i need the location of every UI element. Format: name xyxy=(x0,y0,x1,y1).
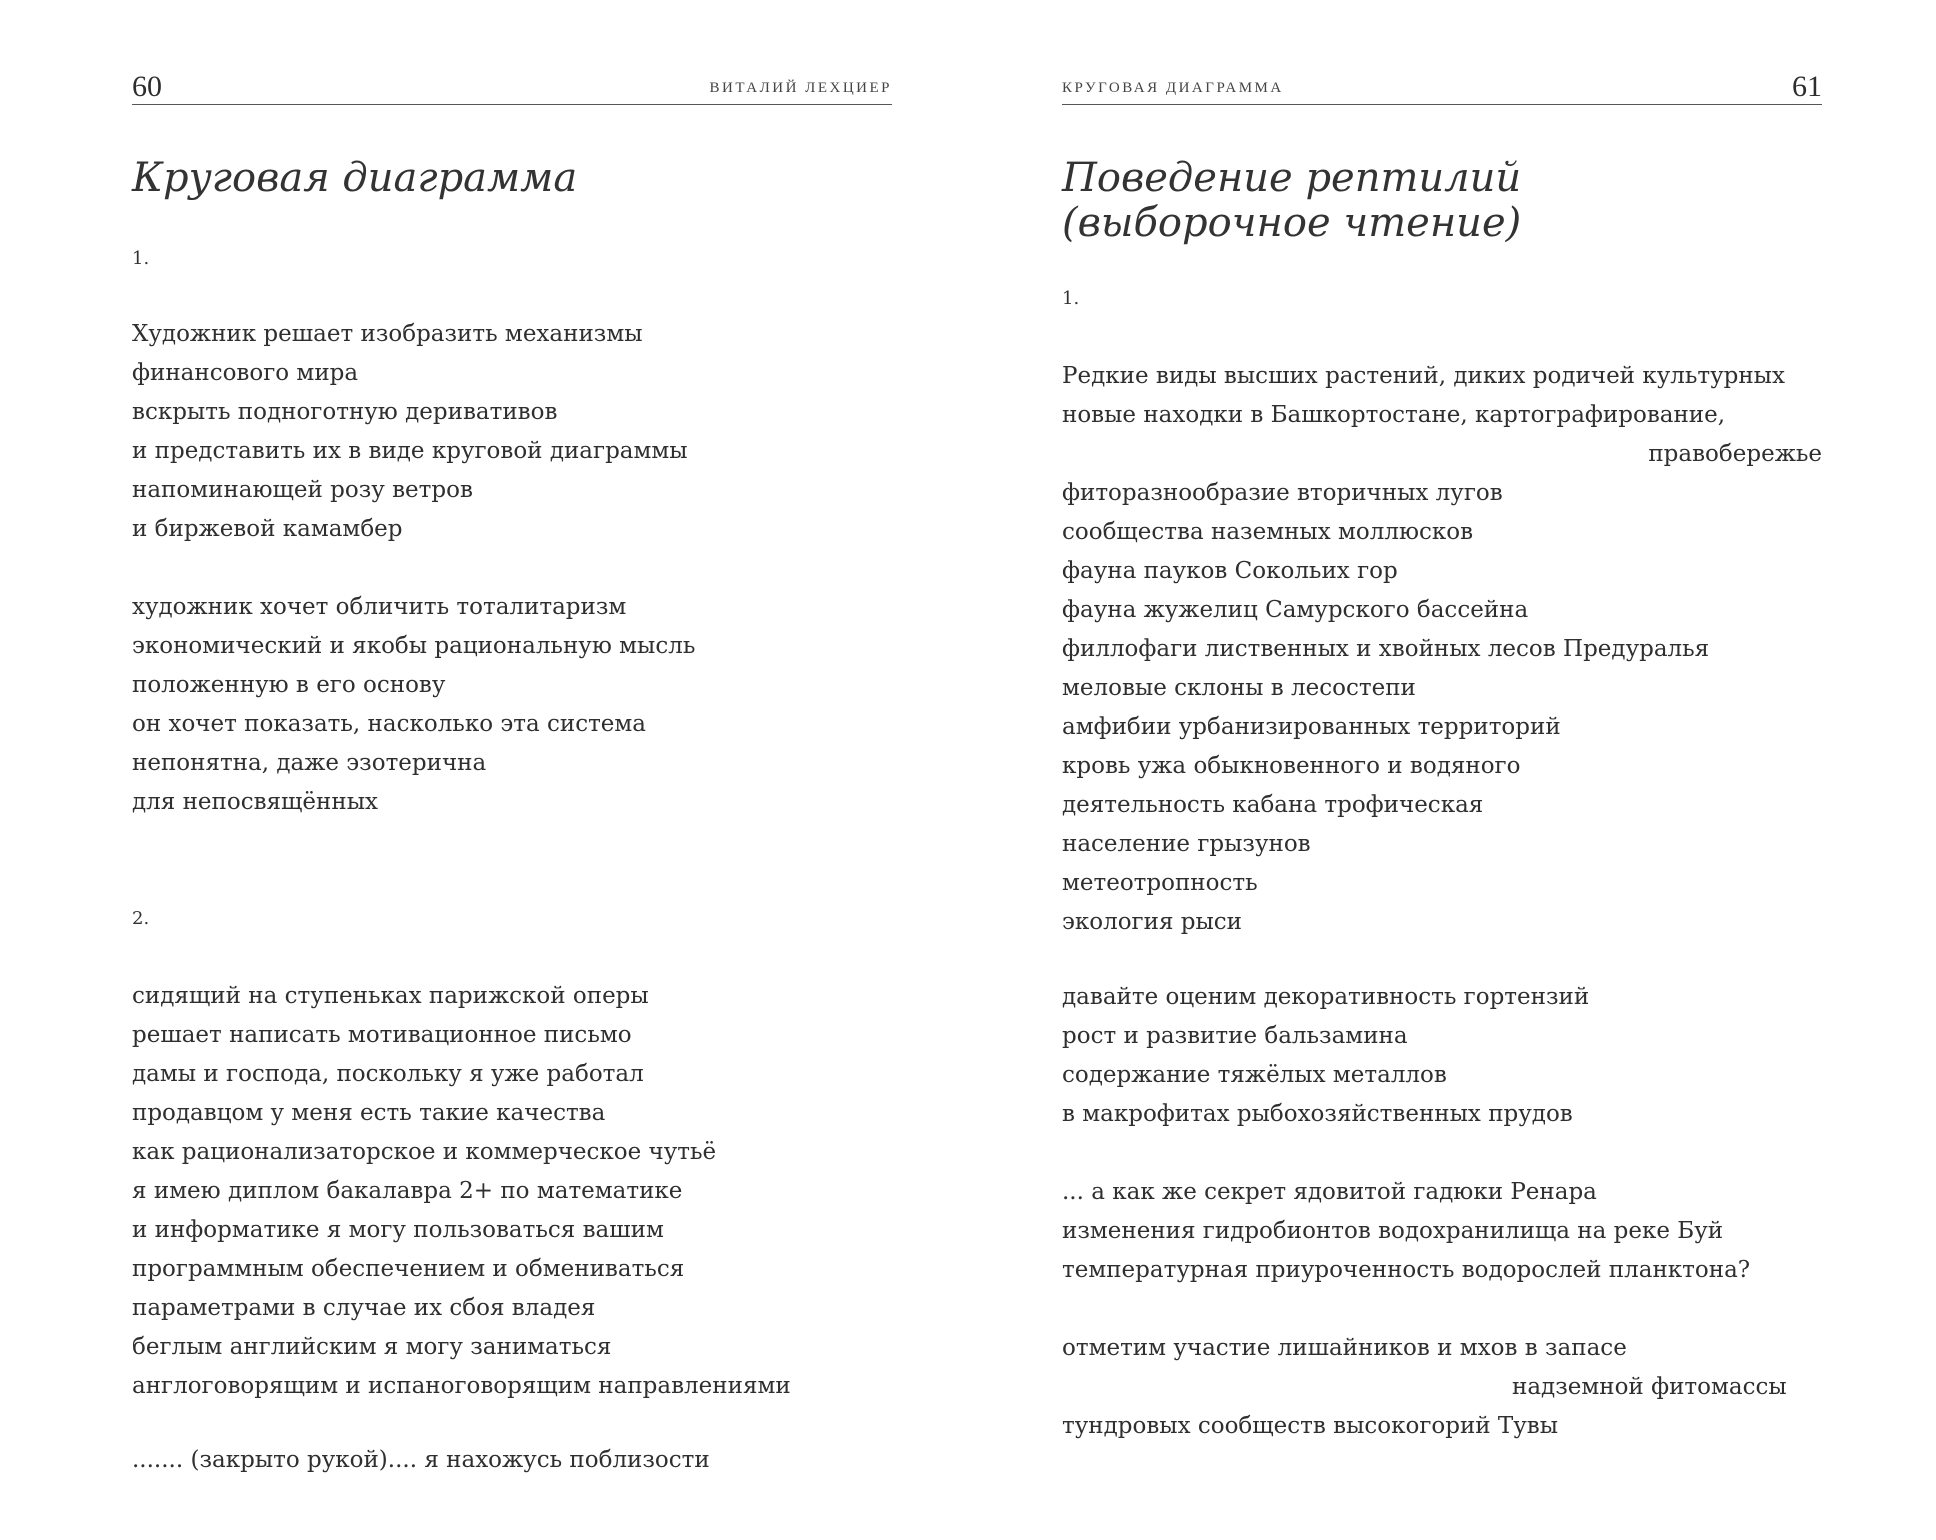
poem-line: дамы и господа, поскольку я уже работал xyxy=(132,1061,644,1087)
poem-line: тундровых сообществ высокогорий Тувы xyxy=(1062,1413,1559,1439)
poem-line: и биржевой камамбер xyxy=(132,516,403,542)
poem-line: параметрами в случае их сбоя владея xyxy=(132,1295,596,1321)
poem-line: изменения гидробионтов водохранилища на реке Буй xyxy=(1062,1218,1724,1244)
poem-title-line: (выборочное чтение) xyxy=(1062,200,1522,246)
poem-line: непонятна, даже эзотерична xyxy=(132,750,487,776)
stanza xyxy=(132,588,892,822)
running-title: КРУГОВАЯ ДИАГРАММА xyxy=(1062,80,1284,96)
poem-line: решает написать мотивационное письмо xyxy=(132,1022,632,1048)
poem-title: Круговая диаграмма xyxy=(132,155,578,201)
page-number: 61 xyxy=(1792,70,1822,103)
poem-line: фиторазнообразие вторичных лугов xyxy=(1062,480,1503,506)
poem-line: фауна пауков Сокольих гор xyxy=(1062,558,1398,584)
poem-line: надземной фитомассы xyxy=(1512,1374,1787,1400)
poem-line: и представить их в виде круговой диаграммы xyxy=(132,438,688,464)
section-number: 1. xyxy=(1062,288,1080,309)
poem-line: я имею диплом бакалавра 2+ по математике xyxy=(132,1178,683,1204)
section-number: 2. xyxy=(132,908,150,929)
poem-line: давайте оценим декоративность гортензий xyxy=(1062,984,1590,1010)
page-number: 60 xyxy=(132,70,162,103)
poem-line: напоминающей розу ветров xyxy=(132,477,473,503)
running-title: ВИТАЛИЙ ЛЕХЦИЕР xyxy=(709,80,892,96)
poem-line: Редкие виды высших растений, диких родичей культурных xyxy=(1062,363,1785,389)
poem-line: население грызунов xyxy=(1062,831,1311,857)
stanza xyxy=(132,1441,892,1480)
poem-line: рост и развитие бальзамина xyxy=(1062,1023,1408,1049)
poem-line: продавцом у меня есть такие качества xyxy=(132,1100,606,1126)
poem-line: в макрофитах рыбохозяйственных прудов xyxy=(1062,1101,1573,1127)
poem-line: для непосвящённых xyxy=(132,789,378,815)
section-number: 1. xyxy=(132,248,150,269)
poem-line: ....... (закрыто рукой).... я нахожусь поблизости xyxy=(132,1447,710,1473)
running-head xyxy=(1062,70,1822,105)
poem-line: деятельность кабана трофическая xyxy=(1062,792,1484,818)
poem-line: беглым английским я могу заниматься xyxy=(132,1334,612,1360)
poem-line: правобережье xyxy=(1648,441,1822,467)
poem-line: и информатике я могу пользоваться вашим xyxy=(132,1217,664,1243)
poem-line: экология рыси xyxy=(1062,909,1243,935)
left-page xyxy=(132,0,892,1540)
poem-line: как рационализаторское и коммерческое чутьё xyxy=(132,1139,717,1165)
stanza xyxy=(1062,978,1822,1134)
poem-line: метеотропность xyxy=(1062,870,1258,896)
poem-line: содержание тяжёлых металлов xyxy=(1062,1062,1447,1088)
poem-line: положенную в его основу xyxy=(132,672,446,698)
poem-line: температурная приуроченность водорослей планктона? xyxy=(1062,1257,1751,1283)
poem-line: амфибии урбанизированных территорий xyxy=(1062,714,1561,740)
poem-line: художник хочет обличить тоталитаризм xyxy=(132,594,627,620)
poem-line: кровь ужа обыкновенного и водяного xyxy=(1062,753,1521,779)
right-page xyxy=(1062,0,1822,1540)
poem-line: он хочет показать, насколько эта система xyxy=(132,711,647,737)
stanza xyxy=(1062,1173,1822,1290)
stanza xyxy=(132,315,892,549)
poem-line: финансового мира xyxy=(132,360,359,386)
poem-line: сидящий на ступеньках парижской оперы xyxy=(132,983,649,1009)
stanza xyxy=(1062,1329,1822,1446)
poem-title xyxy=(1062,156,1521,246)
poem-line: меловые склоны в лесостепи xyxy=(1062,675,1416,701)
poem-line: вскрыть подноготную деривативов xyxy=(132,399,558,425)
stanza xyxy=(1062,357,1822,942)
poem-line: англоговорящим и испаноговорящим направлениями xyxy=(132,1373,791,1399)
poem-line: ... а как же секрет ядовитой гадюки Ренара xyxy=(1062,1179,1597,1205)
poem-line: отметим участие лишайников и мхов в запасе xyxy=(1062,1335,1627,1361)
poem-line: филлофаги лиственных и хвойных лесов Предуралья xyxy=(1062,636,1710,662)
poem-line: программным обеспечением и обмениваться xyxy=(132,1256,685,1282)
running-head xyxy=(132,70,892,105)
poem-line: фауна жужелиц Самурского бассейна xyxy=(1062,597,1529,623)
stanza xyxy=(132,977,892,1406)
poem-title-line: Поведение рептилий xyxy=(1062,155,1522,201)
poem-line: сообщества наземных моллюсков xyxy=(1062,519,1474,545)
poem-line: Художник решает изобразить механизмы xyxy=(132,321,643,347)
poem-line: новые находки в Башкортостане, картографирование, xyxy=(1062,402,1726,428)
poem-line: экономический и якобы рациональную мысль xyxy=(132,633,696,659)
